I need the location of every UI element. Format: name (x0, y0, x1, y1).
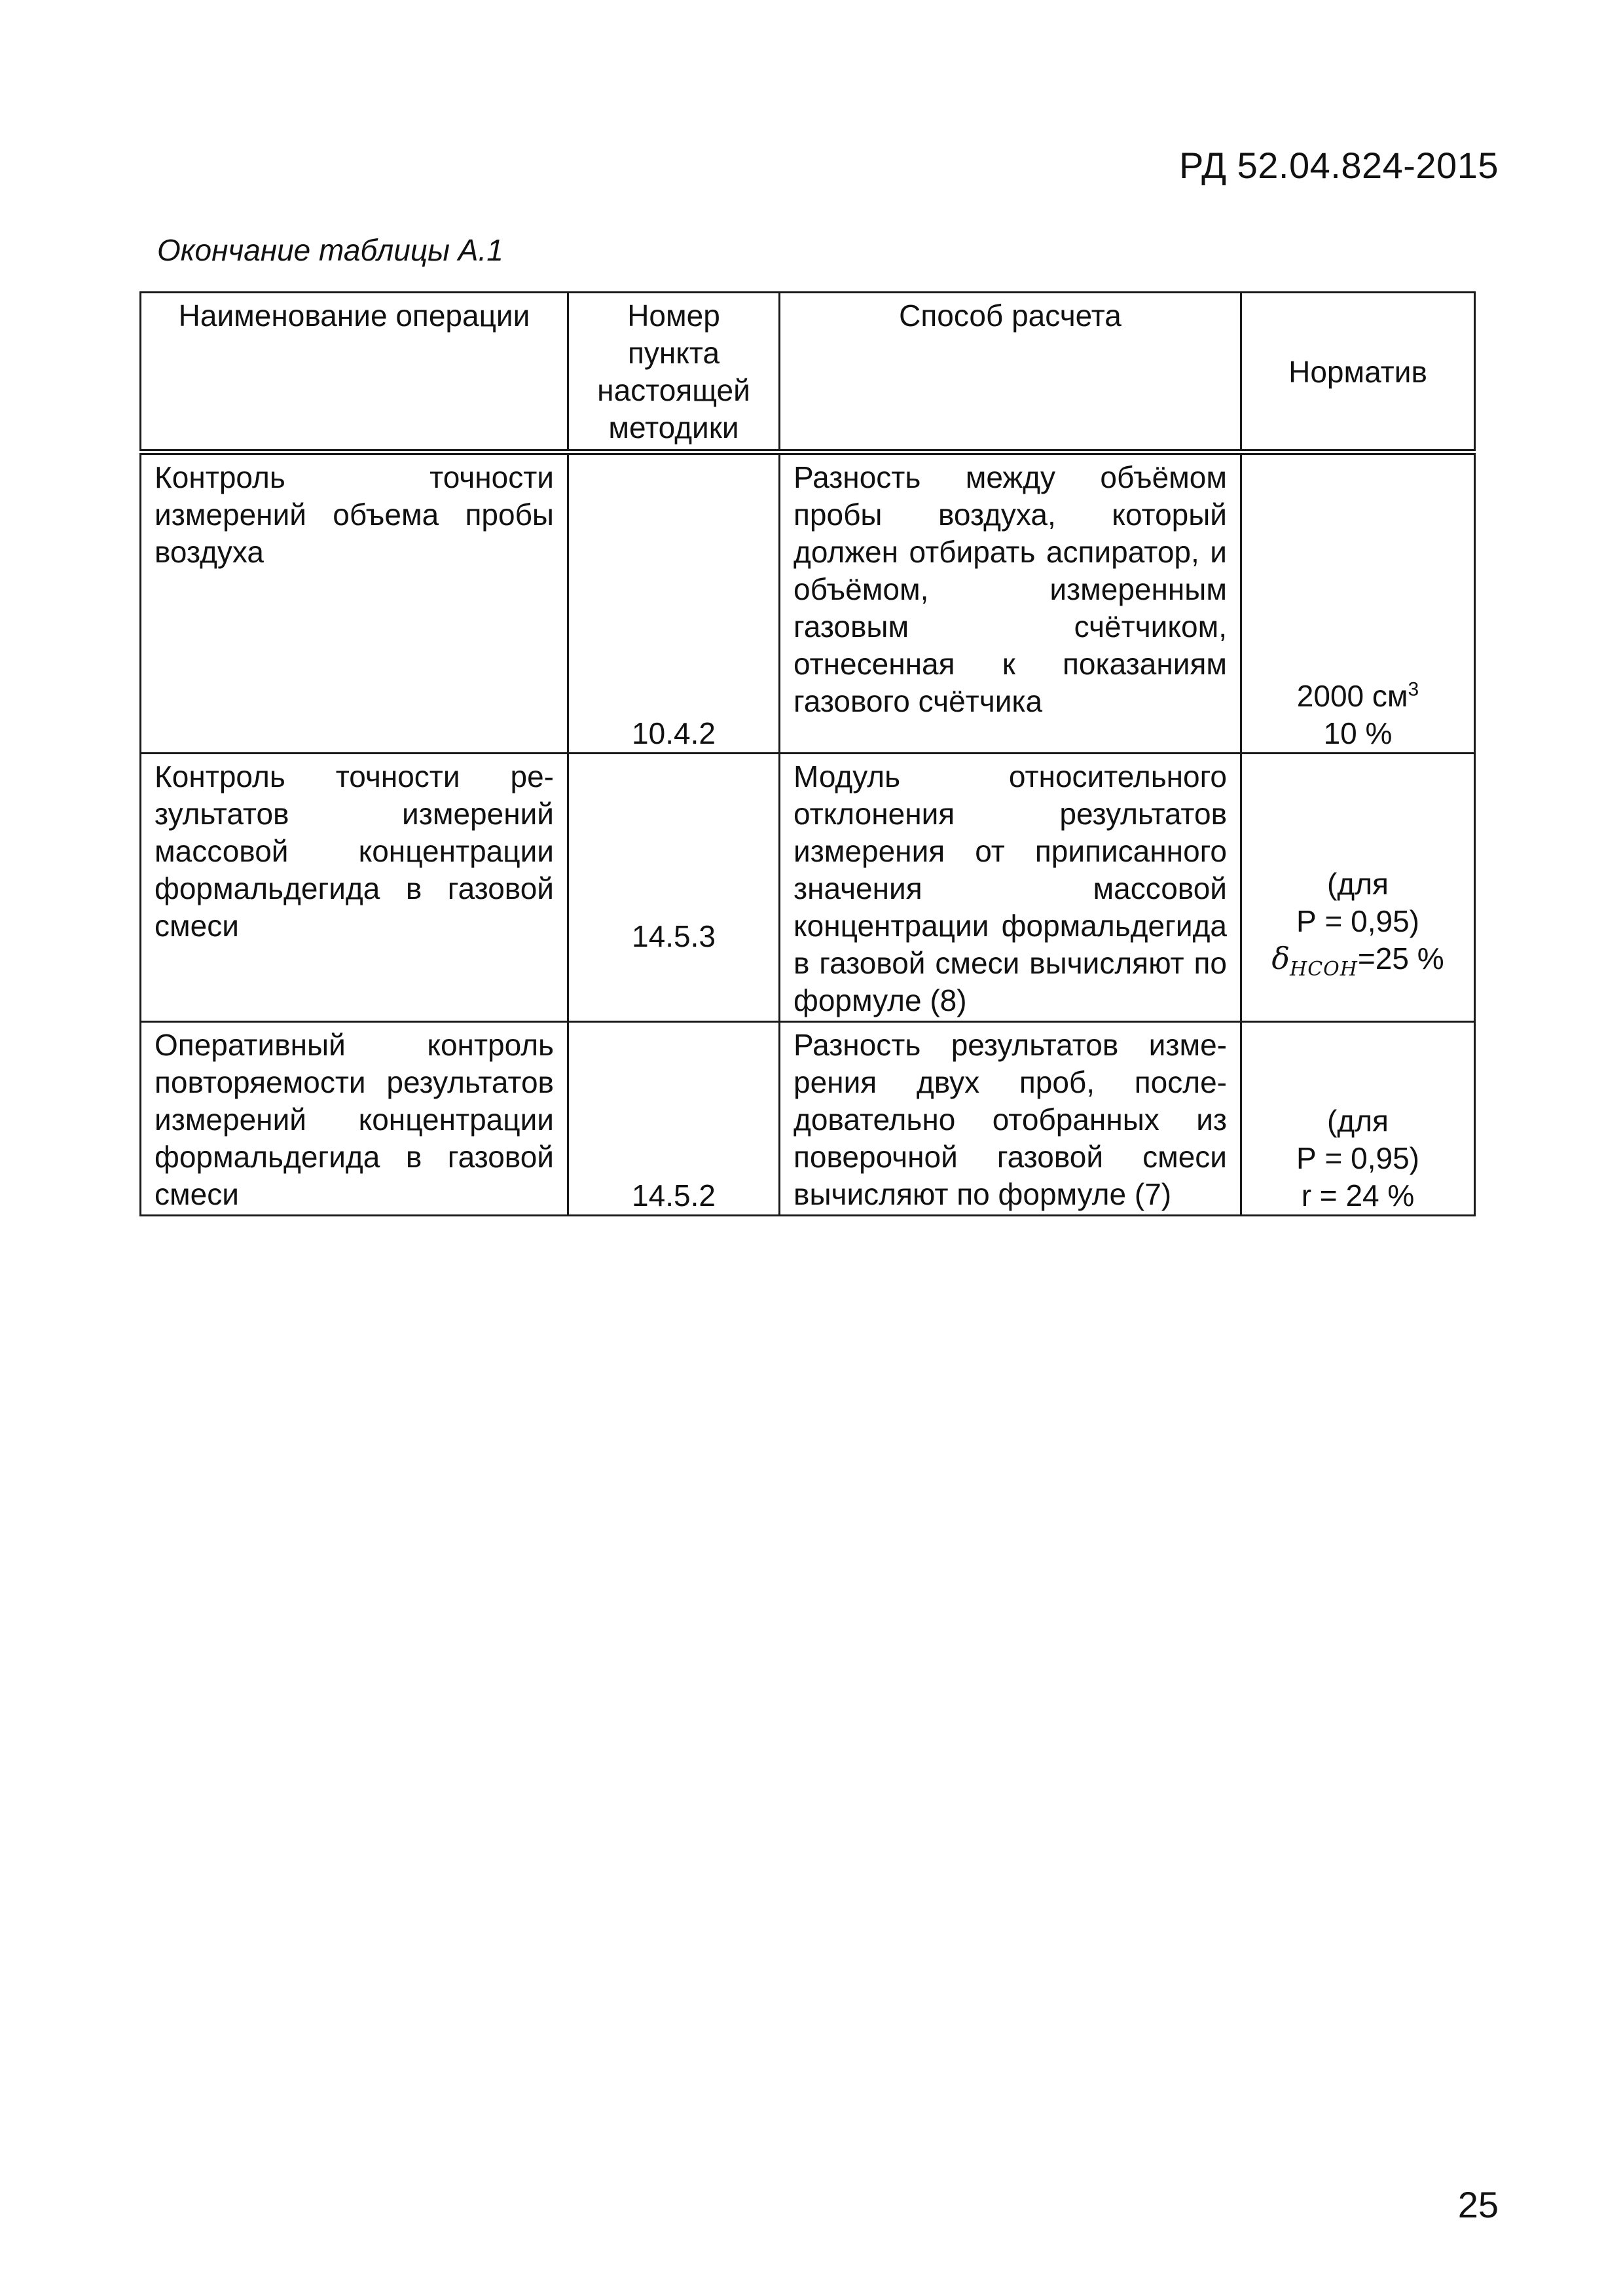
method-cell: Разность результатов измерения двух проб, последовательно отобранных из поверочной газовой смеси вычисляют по формуле (7) (780, 1022, 1241, 1216)
norm-cell (1241, 1022, 1475, 1216)
method-cell: Разность между объёмом пробы воздуха, который должен отбирать аспиратор, и объёмом, измеренным газовым счётчиком, отнесенная к показаниям газового счётчика (780, 452, 1241, 754)
norm-condition-prefix: (для (1327, 1104, 1389, 1138)
column-header-clause: Номер пункта настоящей методики (568, 293, 780, 452)
norm-volume-value: 2000 см (1296, 679, 1408, 713)
page-number: 25 (1457, 2184, 1499, 2225)
column-header-method: Способ расчета (780, 293, 1241, 452)
method-cell: Модуль относительного отклонения результатов измерения от приписанного значения массовой концентрации формальдегида в газовой смеси вычисляют по формуле (8) (780, 754, 1241, 1022)
table-row (141, 754, 1475, 1022)
clause-cell: 14.5.2 (568, 1022, 780, 1216)
clause-cell: 14.5.3 (568, 754, 780, 1022)
table-container (139, 291, 1474, 1216)
operations-table (139, 291, 1476, 1216)
norm-probability: Р = 0,95) (1296, 903, 1419, 938)
delta-subscript: HCOH (1290, 958, 1358, 981)
delta-symbol: $\delta_{HCOH}$ (1271, 940, 1358, 981)
operation-cell: Контроль точности результатов измерений массовой концентрации формальдегида в газовой смеси (141, 754, 568, 1022)
column-header-operation: Наименование операции (141, 293, 568, 452)
norm-cell (1241, 754, 1475, 1022)
norm-condition-prefix: (для (1327, 866, 1389, 901)
norm-probability: Р = 0,95) (1296, 1141, 1419, 1175)
norm-repeatability: r = 24 % (1301, 1178, 1415, 1212)
operation-cell: Контроль точности измерений объема пробы воздуха (141, 452, 568, 754)
table-header-row (141, 293, 1475, 452)
document-code: РД 52.04.824-2015 (1179, 145, 1499, 186)
norm-percent: 10 % (1323, 716, 1393, 750)
table-caption: Окончание таблицы А.1 (157, 233, 503, 267)
operation-cell: Оперативный контроль повторяемости результатов измерений концентрации формальдегида в газовой смеси (141, 1022, 568, 1216)
column-header-norm: Норматив (1241, 293, 1475, 452)
norm-deviation (1255, 940, 1461, 988)
norm-volume (1255, 678, 1461, 715)
table-row (141, 1022, 1475, 1216)
norm-cell (1241, 452, 1475, 754)
norm-deviation-value: =25 % (1357, 941, 1444, 975)
norm-volume-exponent: 3 (1408, 678, 1419, 701)
table-row (141, 452, 1475, 754)
clause-cell: 10.4.2 (568, 452, 780, 754)
